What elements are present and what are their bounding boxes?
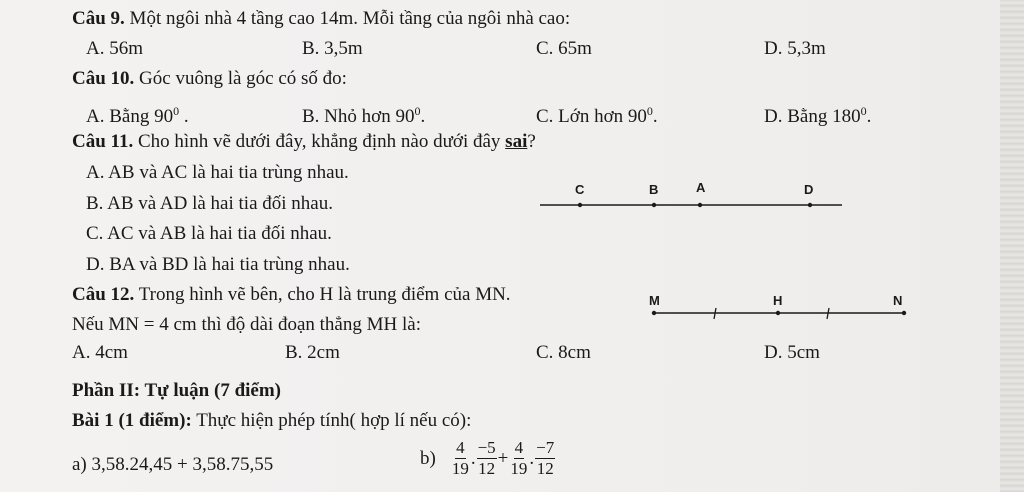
q11-figure-ray-diagram xyxy=(530,172,860,222)
q12-point-h xyxy=(776,311,780,315)
q10-option-d: D. Bằng $180^0$. xyxy=(764,104,872,127)
page-edge xyxy=(1000,0,1024,492)
q11-point-a xyxy=(698,203,702,207)
q12-option-b: B. 2cm xyxy=(285,342,340,363)
q12-label-m: M xyxy=(649,293,660,308)
q11-point-d xyxy=(808,203,812,207)
question-12-label: Câu 12. xyxy=(72,284,135,305)
question-12 xyxy=(72,284,511,306)
exercise-1-text: Thực hiện phép tính( hợp lí nếu có): xyxy=(191,410,472,431)
exercise-1-label: Bài 1 (1 điểm): xyxy=(72,410,192,431)
fraction-2: $\frac{-5}{12}$ xyxy=(477,438,496,478)
q9-option-b: B. 3,5m xyxy=(302,38,363,59)
question-10-text: Góc vuông là góc có số đo: xyxy=(134,68,347,89)
q10-option-a: A. Bằng $90^0$ . xyxy=(86,104,189,127)
q9-option-a: A. 56m xyxy=(86,38,143,59)
q12-figure-segment xyxy=(640,286,920,328)
question-10-label: Câu 10. xyxy=(72,68,135,89)
question-10 xyxy=(72,68,347,90)
q12-point-m xyxy=(652,311,656,315)
part-b-label: b) xyxy=(420,447,436,469)
q12-option-a: A. 4cm xyxy=(72,342,128,363)
exercise-1-part-a: a) 3,58.24,45 + 3,58.75,55 xyxy=(72,454,274,475)
question-11: Câu 11. Cho hình vẽ dưới đây, khẳng định nào dưới đây sai? xyxy=(72,131,536,152)
question-9 xyxy=(72,8,570,30)
q11-point-b xyxy=(652,203,656,207)
q11-point-c xyxy=(578,203,582,207)
q11-option-a: A. AB và AC là hai tia trùng nhau. xyxy=(86,162,349,183)
q11-option-b: B. AB và AD là hai tia đối nhau. xyxy=(86,193,333,214)
q12-point-n xyxy=(902,311,906,315)
q12-label-h: H xyxy=(773,293,783,308)
q10-option-c: C. Lớn hơn $90^0$. xyxy=(536,104,658,127)
q11-option-c: C. AC và AB là hai tia đối nhau. xyxy=(86,223,332,244)
question-12-text: Trong hình vẽ bên, cho H là trung điểm của MN. xyxy=(134,284,511,305)
exercise-1-part-b xyxy=(420,438,556,479)
q11-label-b: B xyxy=(649,182,659,197)
question-9-text: Một ngôi nhà 4 tầng cao 14m. Mỗi tầng của ngôi nhà cao: xyxy=(124,8,571,29)
q11-label-d: D xyxy=(804,182,814,197)
operator-dot-2: . xyxy=(529,447,535,469)
fraction-1: $\frac{4}{19}$ xyxy=(451,438,469,478)
fraction-4: $\frac{-7}{12}$ xyxy=(536,438,555,478)
q12-option-d: D. 5cm xyxy=(764,342,820,363)
q11-option-d: D. BA và BD là hai tia trùng nhau. xyxy=(86,254,350,275)
exercise-1 xyxy=(72,410,471,432)
part-2-title: Phần II: Tự luận (7 điểm) xyxy=(72,380,282,401)
question-11-emphasis: sai xyxy=(505,131,528,152)
q11-label-c: C xyxy=(575,182,585,197)
fraction-3: $\frac{4}{19}$ xyxy=(510,438,528,478)
q12-option-c: C. 8cm xyxy=(536,342,591,363)
operator-dot-1: . xyxy=(470,447,476,469)
q12-label-n: N xyxy=(893,293,903,308)
q10-option-b: B. Nhỏ hơn $90^0$. xyxy=(302,104,426,127)
q11-label-a: A xyxy=(696,180,706,195)
q9-option-c: C. 65m xyxy=(536,38,592,59)
question-11-text: Cho hình vẽ dưới đây, khẳng định nào dưới đây xyxy=(133,131,506,152)
question-9-label: Câu 9. xyxy=(72,8,125,29)
question-12-text-line2: Nếu MN = 4 cm thì độ dài đoạn thẳng MH là: xyxy=(72,314,421,335)
q9-option-d: D. 5,3m xyxy=(764,38,826,59)
question-11-label: Câu 11. xyxy=(72,131,134,152)
operator-plus: + xyxy=(497,447,509,469)
